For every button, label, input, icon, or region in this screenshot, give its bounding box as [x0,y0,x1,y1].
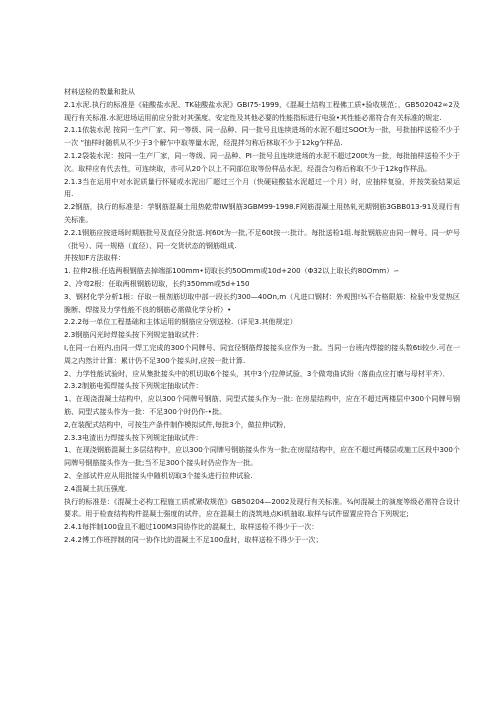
list-item-arc-weld-prefab: 2,在装配式结构中，可按生产条件制作模拟试件,每批3个，做拉伸试粉， [64,419,291,429]
list-item-flash-weld-batch: I,在同一台班内,由同一焊工完成的300个同牌号、同宜径钢筋焊接接头应作为一批。当同一台班内焊接的接头数6ti较少.可在一周之内然计计算：累计仍不足300个接头时,应按一批计算. [64,342,460,365]
paragraph-arc-weld: 2.3.2制筋电弧焊接头按下列规定抽取试件： [64,381,203,391]
section-title: 材料送检的数量和批从 [64,87,135,96]
paragraph-concrete-standard: 执行的标准是：《混凝土必构工程施工质贰紧收规范》GB50204—2002及现行有关标准。¾何混凝土的演度等级必需符合设计要求。用于检查结构构件混凝土强度的试件，应在混凝土的浇筑地点Ki机抽取.取样与试件留置应符合下列规定; [64,496,460,519]
list-item-flash-weld-test: 2、力学性能试验时，应从集批接头中的机切取6个接头，其中3个/拉伸试验，3个做弯曲试纷（落曲点应打磨与母材平齐）． [64,368,450,378]
paragraph-flash-weld: 2.3钢筋闪光时焊接头按下列规定抽取试件： [64,330,203,340]
paragraph-cement-retest: 2.1.3当在运用中对水泥质量行怀疑或水泥出厂超过三个月（快硬硅酸盐水泥超过一个月）时，应抽样复验，并按笑验结果运用. [64,176,460,199]
list-item-electroslag-test: 2、全部试件应从用批接头中随机切取3个接头进行拉伸试验. [64,470,253,480]
list-item-tensile: 1. 拉伸2根:任选两根钢筋去掉端部100mm•切取长约50Omm或10d+200（Φ32以上取长约80Omm）∽ [64,266,400,276]
paragraph-sampling-method: 并按如F方法取样： [64,253,125,263]
paragraph-cement-standard: 2.1水泥.执行的标准是《硅酸盐水泥、TK硅酸盐水泥》GBI75-1999、《混凝土结构工程佛工质•验收规范；，GB502042∞2及现行有关标准.水泥进场运用前应分批对其强度、安定性及其他必要的性能指标进行电验•其性能必需符合有关标准的规定. [64,99,460,122]
list-item-bend: 2、冷弯2根：任取两根钢筋切取，长约350mm或5d+150 [64,278,250,288]
list-item-arc-weld-cast: 1、在现浇混凝土结构中，应以300个同牌号钢筋、同型式接头作为一批: 在房屋结构中，应在不超过两楼层中300个同牌号钢筋、同型式接头作为一批：不足300个时仍作-•批。 [64,394,460,416]
paragraph-bagged-cement: 2.1.2袋装水泥：按同一生产厂家，同一等级、同一品种、PI一批号且连续进场的水泥不超过200t为一批，每批抽样送检不少于次。取样应有代去性，可连续取，亦可从20个以上不同部位取等份样品水泥，经混合匀称后称取不少于12kg作样品。 [64,150,460,173]
paragraph-separate-inspection: 2.2.2每一单位工程基础和主体运用的钢筋应分别送检.（详见3.其他规定） [64,317,297,327]
paragraph-bulk-cement: 2.1.1依装水泥 按同一生产厂家、同一等级、同一品种、同一批号且连续进场的水泥不超过SOOt为一批，号批抽样送检不少于一次 “抽样时随机从不少于3个解乍中取等量水泥，经混拌匀称后林取不少于12kg乍样品. [64,125,460,148]
paragraph-electroslag-weld: 2.3.3电渣出力焊接头按下列规定抽取试件： [64,432,203,442]
list-item-chemical: 3、钢材化学分析1根：仔取一根剂筋切取中部一段长约300—40On,m（凡进口钢材：外观图!¾不合格限筋：检验中发觉热区脆断、焊接及力学性能不良的钢筋必需做化学分析）• [64,291,460,314]
paragraph-rebar-standard: 2.2钢筋，执行的标准是：学钢筋混凝土用热乾带IW钢筋3GBM99-1998.F网筋混凝土用热轧光期钢筋3GBB013-91及现行有关标准。 [64,202,460,224]
list-item-concrete-100: 2.4.1每拌制100盘且不超过100M3同协作比的混凝土，取样送检不得少于一次： [64,522,319,532]
paragraph-concrete-strength: 2.4混凝土抗压强度. [64,483,128,493]
list-item-concrete-shift: 2.4.2博工作班拌制的同一协作比的混凝土不足100盘时，取样送检不得少于一次； [64,534,323,544]
list-item-electroslag-batch: 1、在现浇钢筋混凝土多层结构中，应以300个同牌号钢筋接头作为一批;在房屋结构中，应在不超过两楼层或施工区段中300个同牌号钢筋接头作为一批;当不足300个接头时仍应作为一批。 [64,445,460,468]
paragraph-rebar-batch: 2.2.1钢筋应按进场时期筋批号及直径分批送.何60t为一批,不足60t按一:批计。每批送检1组.每批钢筋应由同一牌号、同一炉号（批号）、同一规格（直径）、同一交货状态的钢筋组成. [64,227,460,250]
